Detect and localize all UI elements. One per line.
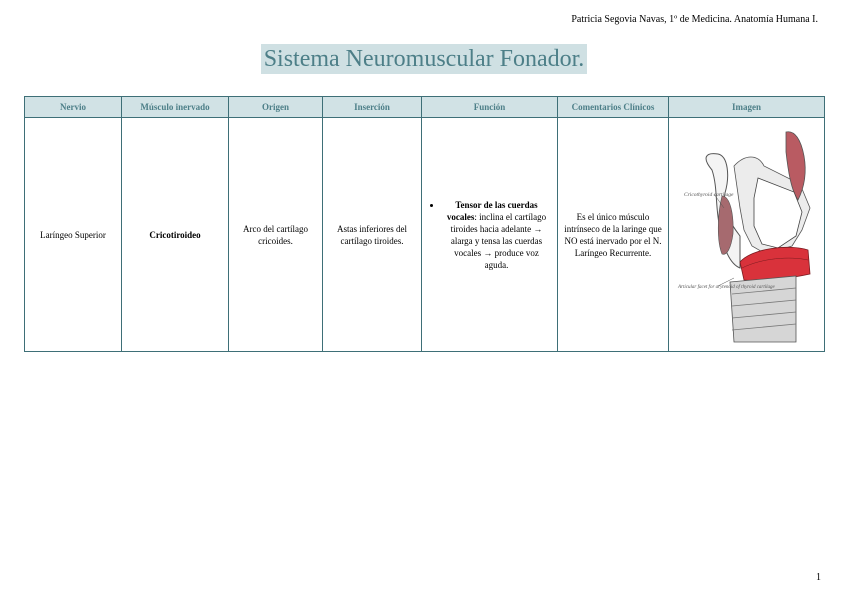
page-number: 1 bbox=[816, 572, 821, 583]
header-musculo: Músculo inervado bbox=[122, 97, 229, 118]
header-origen: Origen bbox=[229, 97, 323, 118]
table-row bbox=[25, 118, 825, 352]
page-title: Sistema Neuromuscular Fonador. bbox=[261, 44, 588, 74]
header-insercion: Inserción bbox=[323, 97, 422, 118]
funcion-list bbox=[428, 199, 551, 271]
cell-nervio: Laríngeo Superior bbox=[25, 118, 122, 352]
cell-imagen bbox=[669, 118, 825, 352]
title-wrap bbox=[0, 44, 848, 74]
cell-musculo: Cricotiroideo bbox=[122, 118, 229, 352]
cell-comentarios: Es el único músculo intrínseco de la laringe que NO está inervado por el N. Laríngeo Recurrente. bbox=[558, 118, 669, 352]
image-label-cricothyroid: Cricothyroid cartilage bbox=[683, 192, 733, 198]
header-funcion: Función bbox=[422, 97, 558, 118]
larynx-illustration bbox=[670, 118, 824, 348]
cricothyroid-highlight bbox=[740, 247, 810, 280]
funcion-title: Tensor de las cuerdas vocales bbox=[446, 199, 538, 222]
cell-origen: Arco del cartílago cricoides. bbox=[229, 118, 323, 352]
funcion-item bbox=[442, 199, 551, 271]
anatomy-table bbox=[24, 96, 825, 352]
cell-funcion bbox=[422, 118, 558, 352]
header-nervio: Nervio bbox=[25, 97, 122, 118]
header-imagen: Imagen bbox=[669, 97, 825, 118]
table-header-row bbox=[25, 97, 825, 118]
image-label-facet: Articular facet for arytenoid of thyroid cartilage bbox=[677, 285, 775, 290]
header-comentarios: Comentarios Clínicos bbox=[558, 97, 669, 118]
funcion-text: : inclina el cartílago tiroides hacia adelante → alarga y tensa las cuerdas vocales → produce voz aguda. bbox=[450, 211, 547, 270]
cell-insercion: Astas inferiores del cartílago tiroides. bbox=[323, 118, 422, 352]
header-author: Patricia Segovia Navas, 1º de Medicina. Anatomía Humana I. bbox=[571, 14, 818, 25]
